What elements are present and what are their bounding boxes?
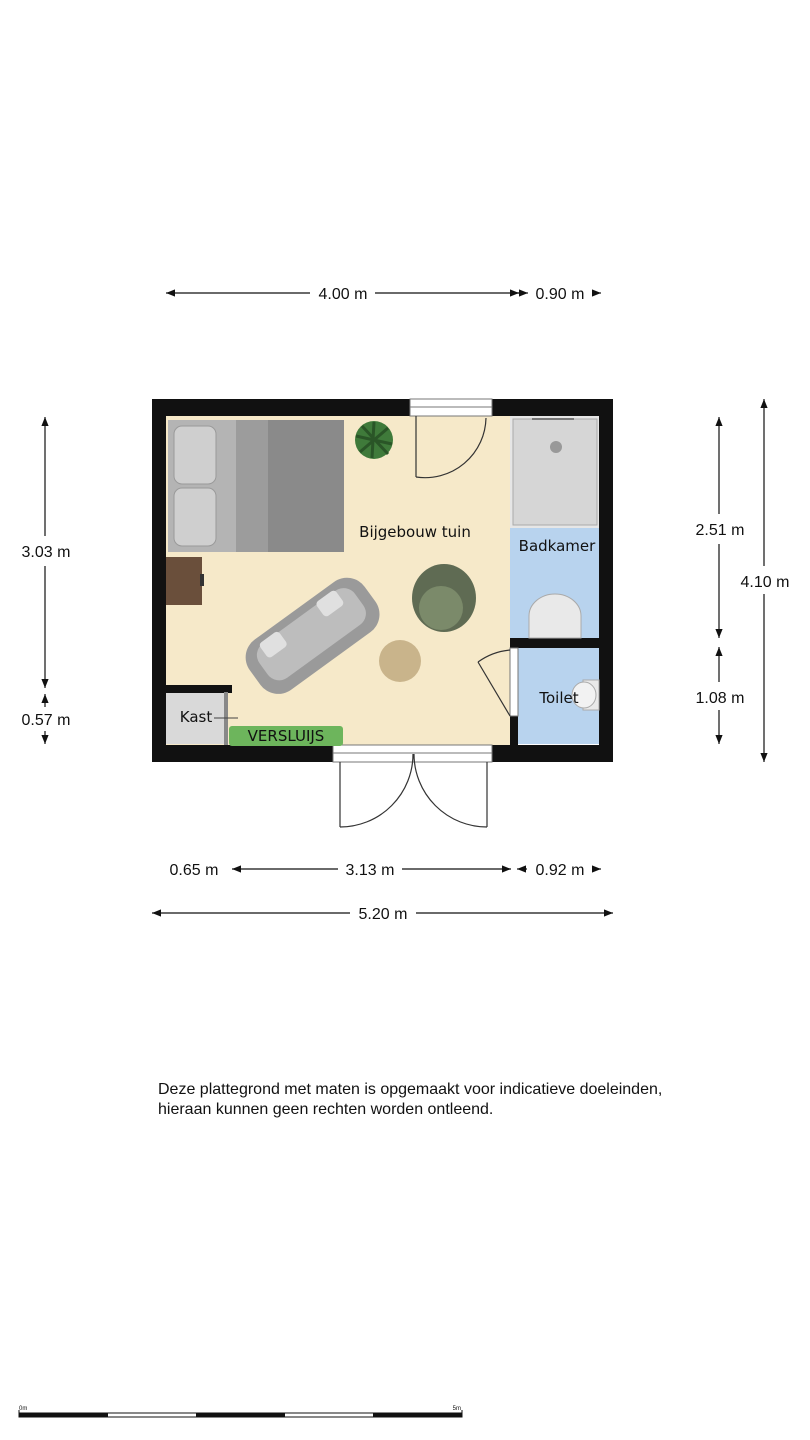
disclaimer-line-2: hieraan kunnen geen rechten worden ontleend.	[158, 1101, 494, 1118]
dim-bottom-mid: 3.13 m	[345, 862, 395, 879]
room-label-main: Bijgebouw tuin	[359, 523, 471, 541]
dim-right-total: 4.10 m	[740, 574, 790, 591]
dim-left-upper: 3.03 m	[21, 544, 71, 561]
plant	[355, 421, 393, 459]
dim-top-main: 4.00 m	[318, 286, 368, 303]
dim-right-upper: 2.51 m	[695, 522, 745, 539]
dim-top-right: 0.90 m	[535, 286, 585, 303]
dim-bottom-left: 0.65 m	[169, 862, 219, 879]
scale-end-label: 5m	[452, 1406, 461, 1412]
shower	[513, 419, 597, 525]
dimension-top	[166, 286, 601, 303]
lock-tag	[229, 726, 343, 746]
desk	[166, 557, 204, 605]
disclaimer	[158, 1080, 758, 1120]
room-label-bathroom: Badkamer	[518, 537, 596, 555]
bed	[168, 420, 344, 552]
lock-tag-label: VERSLUIJS	[247, 727, 325, 745]
dimension-left	[22, 417, 71, 744]
garden-double-door	[333, 745, 492, 827]
scale-bar	[19, 1406, 462, 1417]
round-rug	[379, 640, 421, 682]
sink	[529, 594, 581, 638]
room-label-toilet: Toilet	[539, 689, 579, 707]
armchair	[412, 564, 476, 632]
dim-left-lower: 0.57 m	[21, 712, 71, 729]
room-label-closet: Kast	[179, 708, 213, 726]
scale-start-label: 0m	[19, 1406, 28, 1412]
dimension-right	[696, 399, 790, 762]
dim-bottom-total: 5.20 m	[358, 906, 408, 923]
dim-right-lower: 1.08 m	[695, 690, 745, 707]
dim-bottom-right: 0.92 m	[535, 862, 585, 879]
disclaimer-line-1: Deze plattegrond met maten is opgemaakt voor indicatieve doeleinden,	[158, 1081, 663, 1098]
dimension-bottom	[152, 862, 613, 923]
